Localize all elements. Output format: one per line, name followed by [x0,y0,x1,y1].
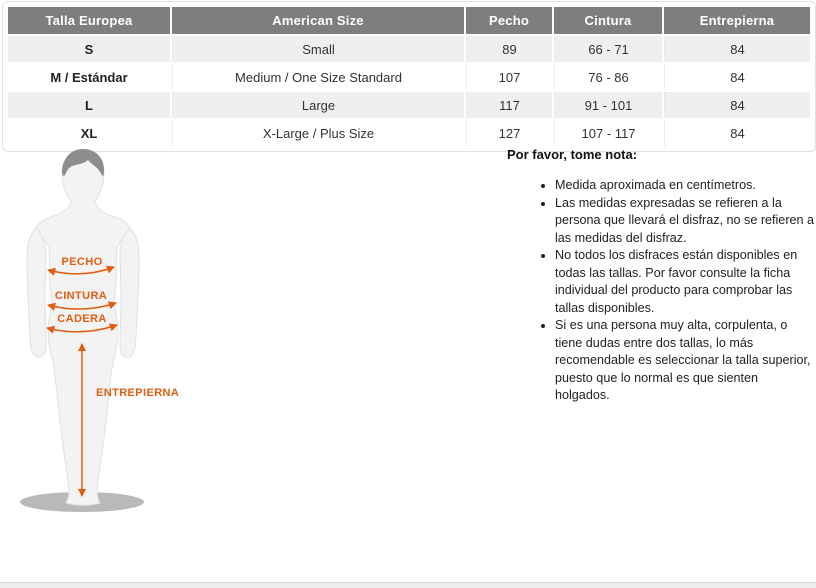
body-silhouette [36,150,130,505]
table-cell: 91 - 101 [554,92,662,118]
table-cell: 84 [664,36,810,62]
table-cell: 84 [664,64,810,90]
size-table [6,5,812,148]
column-header: Pecho [466,7,552,34]
table-cell: S [8,36,170,62]
column-header: Talla Europea [8,7,170,34]
table-cell: 66 - 71 [554,36,662,62]
body-measurement-figure [8,146,178,518]
size-chart-table [2,1,816,152]
column-header: Entrepierna [664,7,810,34]
notes-list [507,177,816,405]
table-cell: XL [8,120,170,146]
left-arm [27,228,46,357]
table-header-row [8,7,810,34]
table-cell: 84 [664,120,810,146]
table-row [8,92,810,118]
table-cell: X-Large / Plus Size [172,120,464,146]
bottom-divider-bar [0,582,816,588]
table-row [8,120,810,146]
table-cell: L [8,92,170,118]
note-item: • Medida aproximada en centímetros. [555,177,815,195]
chest-label: PECHO [61,256,103,268]
note-item: • Las medidas expresadas se refieren a la persona que llevará el disfraz, no se refieren a las medidas del disfraz. [555,195,815,248]
table-cell: 84 [664,92,810,118]
table-cell: 89 [466,36,552,62]
table-cell: Medium / One Size Standard [172,64,464,90]
inseam-label: ENTREPIERNA [96,387,180,399]
table-row [8,36,810,62]
table-cell: 76 - 86 [554,64,662,90]
right-arm [120,228,139,357]
note-item: • Si es una persona muy alta, corpulenta, o tiene dudas entre dos tallas, lo más recomendable es seleccionar la talla superior, puesto que lo normal es que sienten holgados. [555,317,815,405]
notes-section [507,147,816,405]
table-cell: 117 [466,92,552,118]
note-item: • No todos los disfraces están disponibles en todas las tallas. Por favor consulte la ficha individual del producto para comprobar las tallas disponibles. [555,247,815,317]
table-row [8,64,810,90]
table-cell: 107 - 117 [554,120,662,146]
hip-label: CADERA [57,313,107,325]
table-cell: Large [172,92,464,118]
table-cell: Small [172,36,464,62]
notes-title: Por favor, tome nota: [507,147,638,162]
waist-label: CINTURA [54,290,108,302]
table-cell: 127 [466,120,552,146]
column-header: Cintura [554,7,662,34]
table-cell: 107 [466,64,552,90]
column-header: American Size [172,7,464,34]
table-cell: M / Estándar [8,64,170,90]
